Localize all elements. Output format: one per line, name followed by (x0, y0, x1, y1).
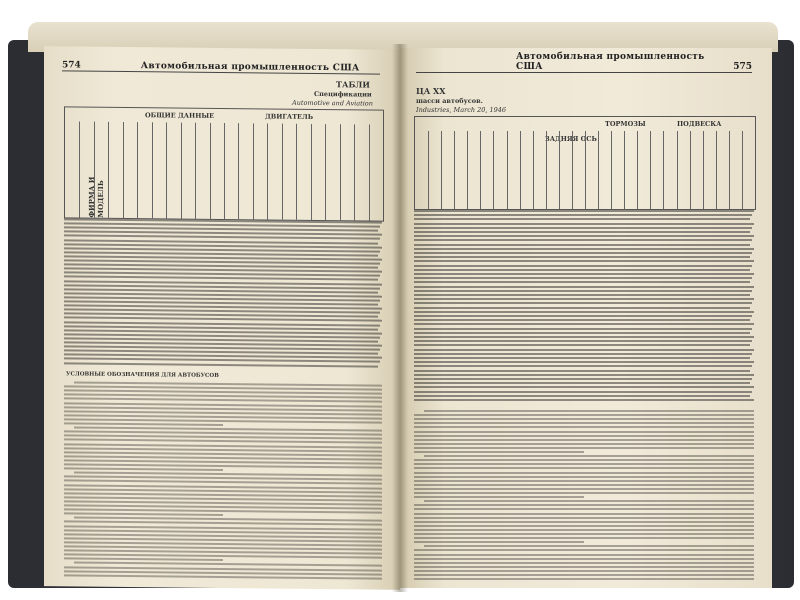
table-column-divider (663, 131, 664, 209)
table-row (414, 340, 752, 342)
table-column-divider (340, 124, 341, 220)
table-row (414, 265, 752, 267)
text-line (414, 570, 754, 572)
table-row (414, 386, 754, 388)
table-row (414, 290, 752, 292)
table-row (414, 399, 754, 401)
table-row (414, 286, 754, 288)
table-column-divider (520, 131, 521, 209)
text-line (414, 554, 754, 556)
left-running-title: Автомобильная промышленность США (140, 61, 360, 74)
text-line (414, 537, 754, 539)
table-column-divider (507, 131, 508, 209)
right-table-word: ЦА XX (416, 86, 446, 96)
table-column-divider (480, 131, 481, 209)
left-source-line: Automotive and Aviation (292, 98, 373, 108)
text-line (414, 467, 754, 469)
table-row (414, 319, 750, 321)
text-line (414, 562, 754, 564)
left-legend-title: УСЛОВНЫЕ ОБОЗНАЧЕНИЯ ДЛЯ АВТОБУСОВ (66, 371, 219, 379)
text-line (414, 504, 754, 506)
table-column-divider (742, 131, 743, 209)
right-body-text (414, 410, 754, 585)
right-table-rows (414, 210, 754, 406)
text-line (64, 513, 223, 517)
table-row (414, 315, 752, 317)
table-row (414, 269, 750, 271)
table-row (414, 214, 752, 216)
table-column-divider (624, 131, 625, 209)
right-header (416, 52, 752, 73)
text-line (414, 476, 754, 478)
table-column-divider (296, 124, 297, 220)
table-column-divider (325, 124, 326, 220)
text-line (64, 467, 223, 471)
text-line (414, 414, 754, 416)
text-line (414, 533, 754, 535)
table-row (414, 332, 750, 334)
table-row (414, 281, 750, 283)
text-line (424, 500, 754, 502)
table-column-divider (493, 131, 494, 209)
table-row (414, 248, 754, 250)
left-header (62, 56, 380, 74)
table-row (414, 370, 750, 372)
table-row (414, 239, 752, 241)
text-line (414, 418, 754, 420)
text-line (64, 558, 223, 562)
table-column-divider (369, 125, 370, 221)
group-suspension: ПОДВЕСКА (677, 120, 722, 128)
text-line (424, 455, 754, 457)
table-column-divider (637, 131, 638, 209)
table-column-divider (559, 131, 560, 209)
table-row (414, 349, 754, 351)
table-row (414, 378, 752, 380)
table-column-divider (677, 131, 678, 209)
table-column-divider (650, 131, 651, 209)
table-column-divider (454, 131, 455, 209)
table-column-divider (703, 131, 704, 209)
group-rear-axle: ЗАДНЯЯ ОСЬ (545, 135, 597, 143)
table-column-divider (428, 131, 429, 209)
left-specs-word: Спецификации (314, 89, 372, 99)
table-row (414, 382, 750, 384)
table-row (414, 260, 754, 262)
book-gutter (392, 44, 408, 592)
table-column-divider (195, 123, 196, 219)
table-column-divider (572, 131, 573, 209)
text-line (414, 443, 754, 445)
table-column-divider (108, 122, 109, 218)
text-line (414, 431, 754, 433)
table-column-divider (690, 131, 691, 209)
table-row (414, 307, 750, 309)
table-row (414, 353, 752, 355)
table-column-divider (79, 122, 80, 218)
table-row (414, 361, 754, 363)
right-page (400, 48, 772, 588)
table-row (414, 210, 754, 212)
firm-model-label: ФИРМА И МОДЕЛЬ (87, 176, 105, 218)
text-line (414, 496, 584, 498)
left-table-word: ТАБЛИ (336, 79, 370, 90)
table-column-divider (137, 122, 138, 218)
text-line (414, 439, 754, 441)
table-column-divider (311, 124, 312, 220)
table-row (414, 277, 752, 279)
table-row (414, 218, 750, 220)
table-column-divider (598, 131, 599, 209)
table-column-divider (210, 123, 211, 219)
text-line (414, 517, 754, 519)
text-line (414, 549, 754, 551)
text-line (414, 566, 754, 568)
table-row (414, 231, 750, 233)
table-row (414, 395, 750, 397)
table-column-divider (546, 131, 547, 209)
table-row (414, 294, 750, 296)
left-page-number: 574 (62, 60, 81, 71)
left-page (44, 46, 400, 590)
table-row (414, 344, 750, 346)
text-line (414, 578, 754, 580)
text-line (424, 545, 754, 547)
text-line (64, 422, 223, 426)
table-column-divider (729, 131, 730, 209)
table-column-divider (123, 122, 124, 218)
table-column-divider (224, 123, 225, 219)
text-line (414, 451, 584, 453)
text-line (414, 529, 754, 531)
table-column-divider (181, 123, 182, 219)
table-column-divider (716, 131, 717, 209)
group-brakes: ТОРМОЗЫ (605, 120, 646, 128)
table-column-divider (611, 131, 612, 209)
right-running-title: Автомобильная промышленность США (516, 52, 705, 72)
table-column-divider (354, 124, 355, 220)
text-line (414, 459, 754, 461)
table-row (414, 256, 750, 258)
left-body-text (64, 381, 382, 584)
right-table-header (414, 116, 756, 210)
table-column-divider (267, 123, 268, 219)
table-row (414, 244, 750, 246)
text-line (414, 541, 584, 543)
left-table-rows (64, 218, 382, 371)
text-line (414, 574, 754, 576)
text-line (414, 484, 754, 486)
right-page-number: 575 (733, 62, 752, 72)
text-line (414, 488, 754, 490)
table-row (414, 391, 752, 393)
table-row (414, 223, 754, 225)
text-line (414, 492, 754, 494)
table-column-divider (152, 122, 153, 218)
text-line (424, 410, 754, 412)
table-row (414, 311, 754, 313)
table-row (414, 336, 754, 338)
text-line (414, 521, 754, 523)
group-engine: ДВИГАТЕЛЬ (265, 112, 314, 121)
table-row (414, 357, 750, 359)
text-line (414, 435, 754, 437)
table-row (414, 235, 754, 237)
table-row (414, 298, 754, 300)
right-source-line: Industries, March 20, 1946 (416, 106, 507, 114)
text-line (414, 525, 754, 527)
text-line (414, 422, 754, 424)
right-subtitle: шасси автобусов. (416, 97, 483, 105)
table-column-divider (282, 124, 283, 220)
table-row (64, 362, 378, 367)
text-line (414, 480, 754, 482)
table-column-divider (253, 123, 254, 219)
left-table-header (64, 106, 384, 221)
table-column-divider (166, 122, 167, 218)
table-column-divider (238, 123, 239, 219)
table-column-divider (467, 131, 468, 209)
text-line (414, 447, 754, 449)
table-row (414, 252, 752, 254)
table-row (414, 328, 752, 330)
text-line (414, 472, 754, 474)
text-line (414, 558, 754, 560)
table-row (414, 323, 754, 325)
group-general: ОБЩИЕ ДАННЫЕ (145, 111, 215, 120)
table-row (414, 227, 752, 229)
table-row (414, 365, 752, 367)
text-line (414, 513, 754, 515)
text-line (414, 508, 754, 510)
table-column-divider (585, 131, 586, 209)
table-column-divider (533, 131, 534, 209)
table-row (414, 374, 754, 376)
text-line (64, 574, 382, 579)
table-row (414, 302, 752, 304)
table-column-divider (94, 122, 95, 218)
table-row (414, 273, 754, 275)
text-line (414, 463, 754, 465)
table-column-divider (441, 131, 442, 209)
text-line (414, 426, 754, 428)
